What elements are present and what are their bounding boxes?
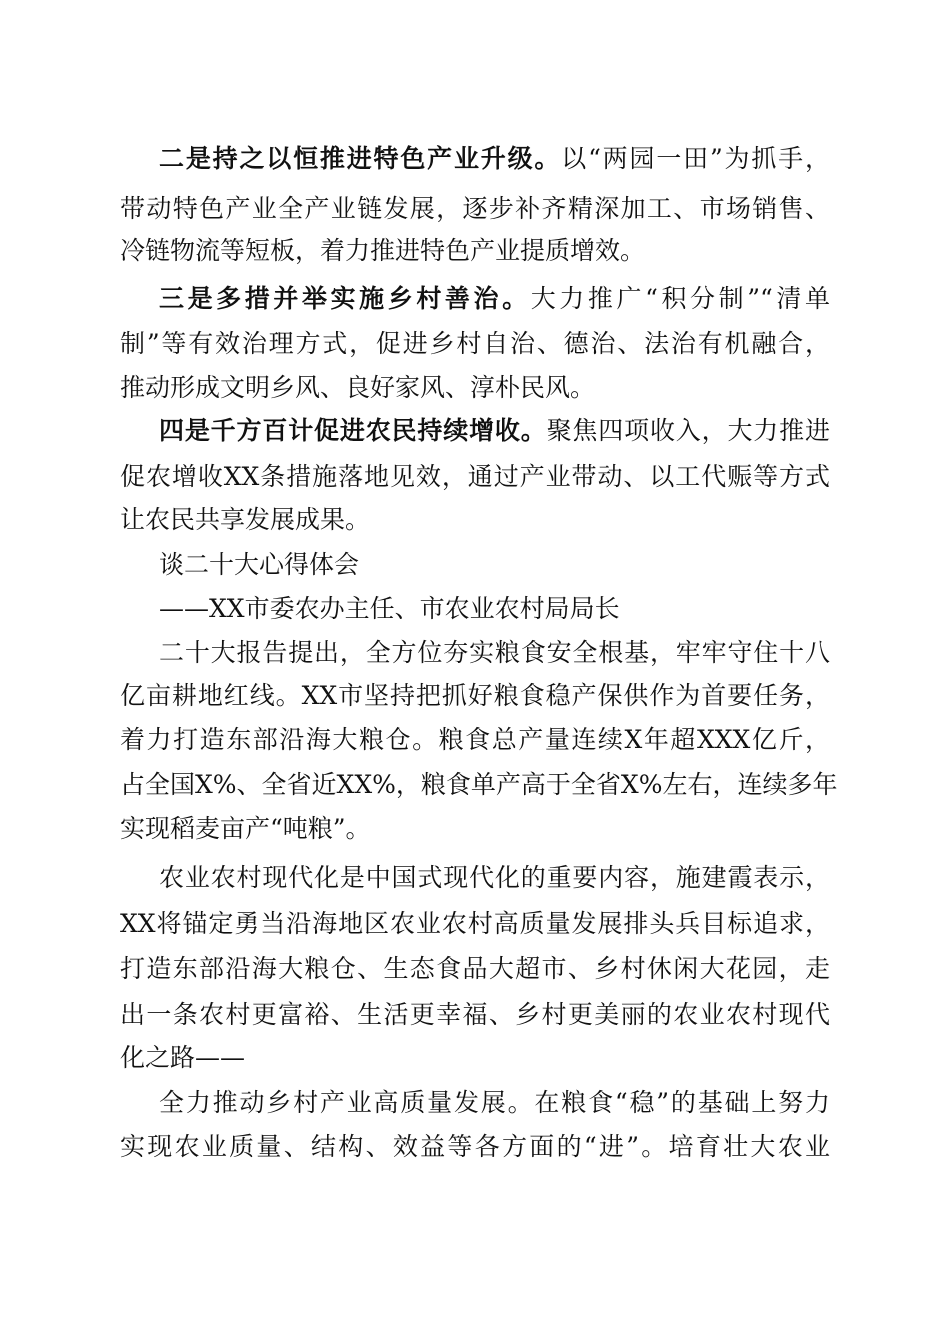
body-1-line-5: 实现稻麦亩产“吨粮”。 — [120, 814, 371, 843]
body-1-line-3: 着力打造东部沿海大粮仓。粮食总产量连续X年超XXX亿斤， — [120, 725, 830, 754]
body-1-line-1: 二十大报告提出，全方位夯实粮食安全根基，牢牢守住十八 — [159, 638, 830, 667]
body-2-line-4: 出一条农村更富裕、生活更幸福、乡村更美丽的农业农村现代 — [120, 1000, 830, 1029]
body-1-line-4: 占全国X%、全省近XX%，粮食单产高于全省X%左右，连续多年 — [120, 770, 838, 799]
body-3-line-1: 全力推动乡村产业高质量发展。在粮食“稳”的基础上努力 — [159, 1088, 830, 1117]
paragraph-3-line-3: 让农民共享发展成果。 — [120, 505, 371, 534]
body-2-line-5: 化之路—— — [120, 1043, 246, 1072]
paragraph-2-line-1 — [159, 279, 830, 319]
paragraph-3-line-2: 促农增收XX条措施落地见效，通过产业带动、以工代赈等方式 — [120, 462, 830, 491]
body-2-line-2: XX将锚定勇当沿海地区农业农村高质量发展排头兵目标追求， — [120, 909, 830, 938]
paragraph-3-text: 聚焦四项收入，大力推进 — [546, 416, 830, 445]
body-2-line-3: 打造东部沿海大粮仓、生态食品大超市、乡村休闲大花园，走 — [120, 954, 830, 983]
section-subheading: ——XX市委农办主任、市农业农村局局长 — [159, 594, 620, 623]
paragraph-2-line-3: 推动形成文明乡风、良好家风、淳朴民风。 — [120, 373, 596, 402]
body-1-line-2: 亿亩耕地红线。XX市坚持把抓好粮食稳产保供作为首要任务， — [120, 681, 830, 710]
paragraph-2-text: 大力推广“积分制”“清单 — [530, 284, 830, 313]
paragraph-1-line-1 — [159, 139, 830, 179]
section-heading: 谈二十大心得体会 — [159, 550, 360, 579]
paragraph-1-text: 以“两园一田”为抓手， — [561, 144, 830, 173]
paragraph-1-line-2: 带动特色产业全产业链发展，逐步补齐精深加工、市场销售、 — [120, 194, 830, 223]
paragraph-2-line-2: 制”等有效治理方式，促进乡村自治、德治、法治有机融合， — [120, 329, 830, 358]
paragraph-2-lead: 三是多措并举实施乡村善治。 — [159, 284, 531, 313]
paragraph-3-line-1 — [159, 411, 830, 451]
body-2-line-1: 农业农村现代化是中国式现代化的重要内容，施建霞表示， — [159, 863, 830, 892]
body-3-line-2: 实现农业质量、结构、效益等各方面的“进”。培育壮大农业 — [120, 1132, 830, 1161]
paragraph-1-lead: 二是持之以恒推进特色产业升级。 — [159, 144, 562, 173]
paragraph-3-lead: 四是千方百计促进农民持续增收。 — [159, 416, 547, 445]
paragraph-1-line-3: 冷链物流等短板，着力推进特色产业提质增效。 — [120, 236, 646, 265]
